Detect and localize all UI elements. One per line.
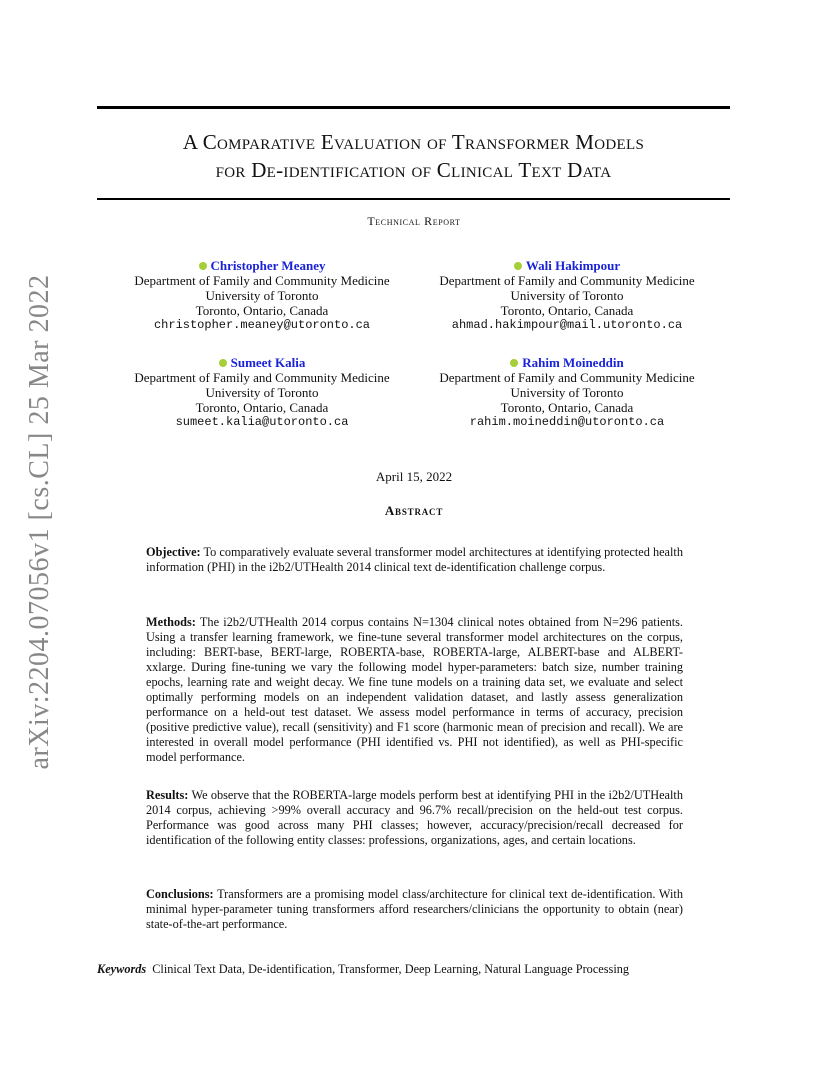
abstract-heading: Abstract — [384, 503, 444, 518]
title-bottom-rule — [97, 198, 730, 200]
objective-text: To comparatively evaluate several transformer model architectures at identifying protected health information (PHI) in the i2b2/UTHealth 2014 clinical text de-identification challenge corpus. — [146, 545, 683, 574]
abstract-methods — [146, 615, 683, 765]
methods-text: The i2b2/UTHealth 2014 corpus contains N=1304 clinical notes obtained from N=296 patients. Using a transfer learning framework, we fine-tune several transformer model architectures on the corpus, including: BERT-base, BERT-large, ROBERTA-base, ROBERTA-large, ALBERT-base and ALBERT-xxlarge. During fine-tuning we vary the following model hyper-parameters: batch size, number training epochs, learning rate and weight decay. We fine tune models on a training data set, we evaluate and select optimally performing models on an independent validation dataset, and lastly assess generalization performance on a held-out test dataset. We assess model performance in terms of accuracy, precision (positive predictive value), recall (sensitivity) and F1 score (harmonic mean of precision and recall). We are interested in overall model performance (PHI identified vs. PHI not identified), as well as PHI-specific model performance. — [146, 615, 683, 764]
orcid-icon[interactable] — [510, 359, 518, 367]
author-university: University of Toronto — [510, 385, 624, 400]
abstract-objective — [146, 545, 683, 575]
author-department: Department of Family and Community Medicine — [134, 370, 390, 385]
author-location: Toronto, Ontario, Canada — [500, 400, 634, 415]
author-email: ahmad.hakimpour@mail.utoronto.ca — [451, 318, 683, 332]
author-name-link[interactable]: Wali Hakimpour — [525, 258, 621, 273]
abstract-results — [146, 788, 683, 848]
title-top-rule — [97, 106, 730, 109]
author-email: christopher.meaney@utoronto.ca — [153, 318, 371, 332]
author-block — [102, 355, 422, 430]
orcid-icon[interactable] — [199, 262, 207, 270]
conclusions-text: Transformers are a promising model class/architecture for clinical text de-identification. With minimal hyper-parameter tuning transformers afford researchers/clinicians the opportunity to obtain (near) state-of-the-art performance. — [146, 887, 683, 931]
abstract-conclusions — [146, 887, 683, 932]
author-university: University of Toronto — [510, 288, 624, 303]
objective-label: Objective: — [146, 545, 201, 559]
arxiv-stamp: arXiv:2204.07056v1 [cs.CL] 25 Mar 2022 — [24, 274, 55, 770]
conclusions-label: Conclusions: — [146, 887, 214, 901]
author-location: Toronto, Ontario, Canada — [500, 303, 634, 318]
author-university: University of Toronto — [205, 288, 319, 303]
author-department: Department of Family and Community Medicine — [439, 370, 695, 385]
author-location: Toronto, Ontario, Canada — [195, 303, 329, 318]
author-block — [407, 355, 727, 430]
results-text: We observe that the ROBERTA-large models perform best at identifying PHI in the i2b2/UTHealth 2014 corpus, achieving >99% overall accuracy and 96.7% recall/precision on the held-out test corpus. Performance was good across many PHI classes; however, accuracy/precision/recall decreased for identification of the following entity classes: professions, organizations, ages, and certain locations. — [146, 788, 683, 847]
author-block — [102, 258, 422, 333]
keywords-line — [97, 962, 737, 977]
report-type: Technical Report — [367, 214, 461, 228]
author-email: sumeet.kalia@utoronto.ca — [175, 415, 349, 429]
author-email: rahim.moineddin@utoronto.ca — [469, 415, 665, 429]
paper-title — [97, 128, 730, 184]
author-university: University of Toronto — [205, 385, 319, 400]
results-label: Results: — [146, 788, 189, 802]
author-name-link[interactable]: Christopher Meaney — [210, 258, 326, 273]
title-line-1: A Comparative Evaluation of Transformer Models — [182, 130, 645, 154]
author-name-link[interactable]: Sumeet Kalia — [230, 355, 306, 370]
title-line-2: for De-identification of Clinical Text Data — [215, 158, 612, 182]
author-block — [407, 258, 727, 333]
author-department: Department of Family and Community Medicine — [134, 273, 390, 288]
author-location: Toronto, Ontario, Canada — [195, 400, 329, 415]
methods-label: Methods: — [146, 615, 196, 629]
keywords-text: Clinical Text Data, De-identification, Transformer, Deep Learning, Natural Language Processing — [152, 962, 630, 976]
orcid-icon[interactable] — [219, 359, 227, 367]
author-name-link[interactable]: Rahim Moineddin — [522, 355, 624, 370]
keywords-label: Keywords — [97, 962, 147, 976]
author-department: Department of Family and Community Medicine — [439, 273, 695, 288]
paper-date: April 15, 2022 — [375, 469, 453, 484]
orcid-icon[interactable] — [514, 262, 522, 270]
